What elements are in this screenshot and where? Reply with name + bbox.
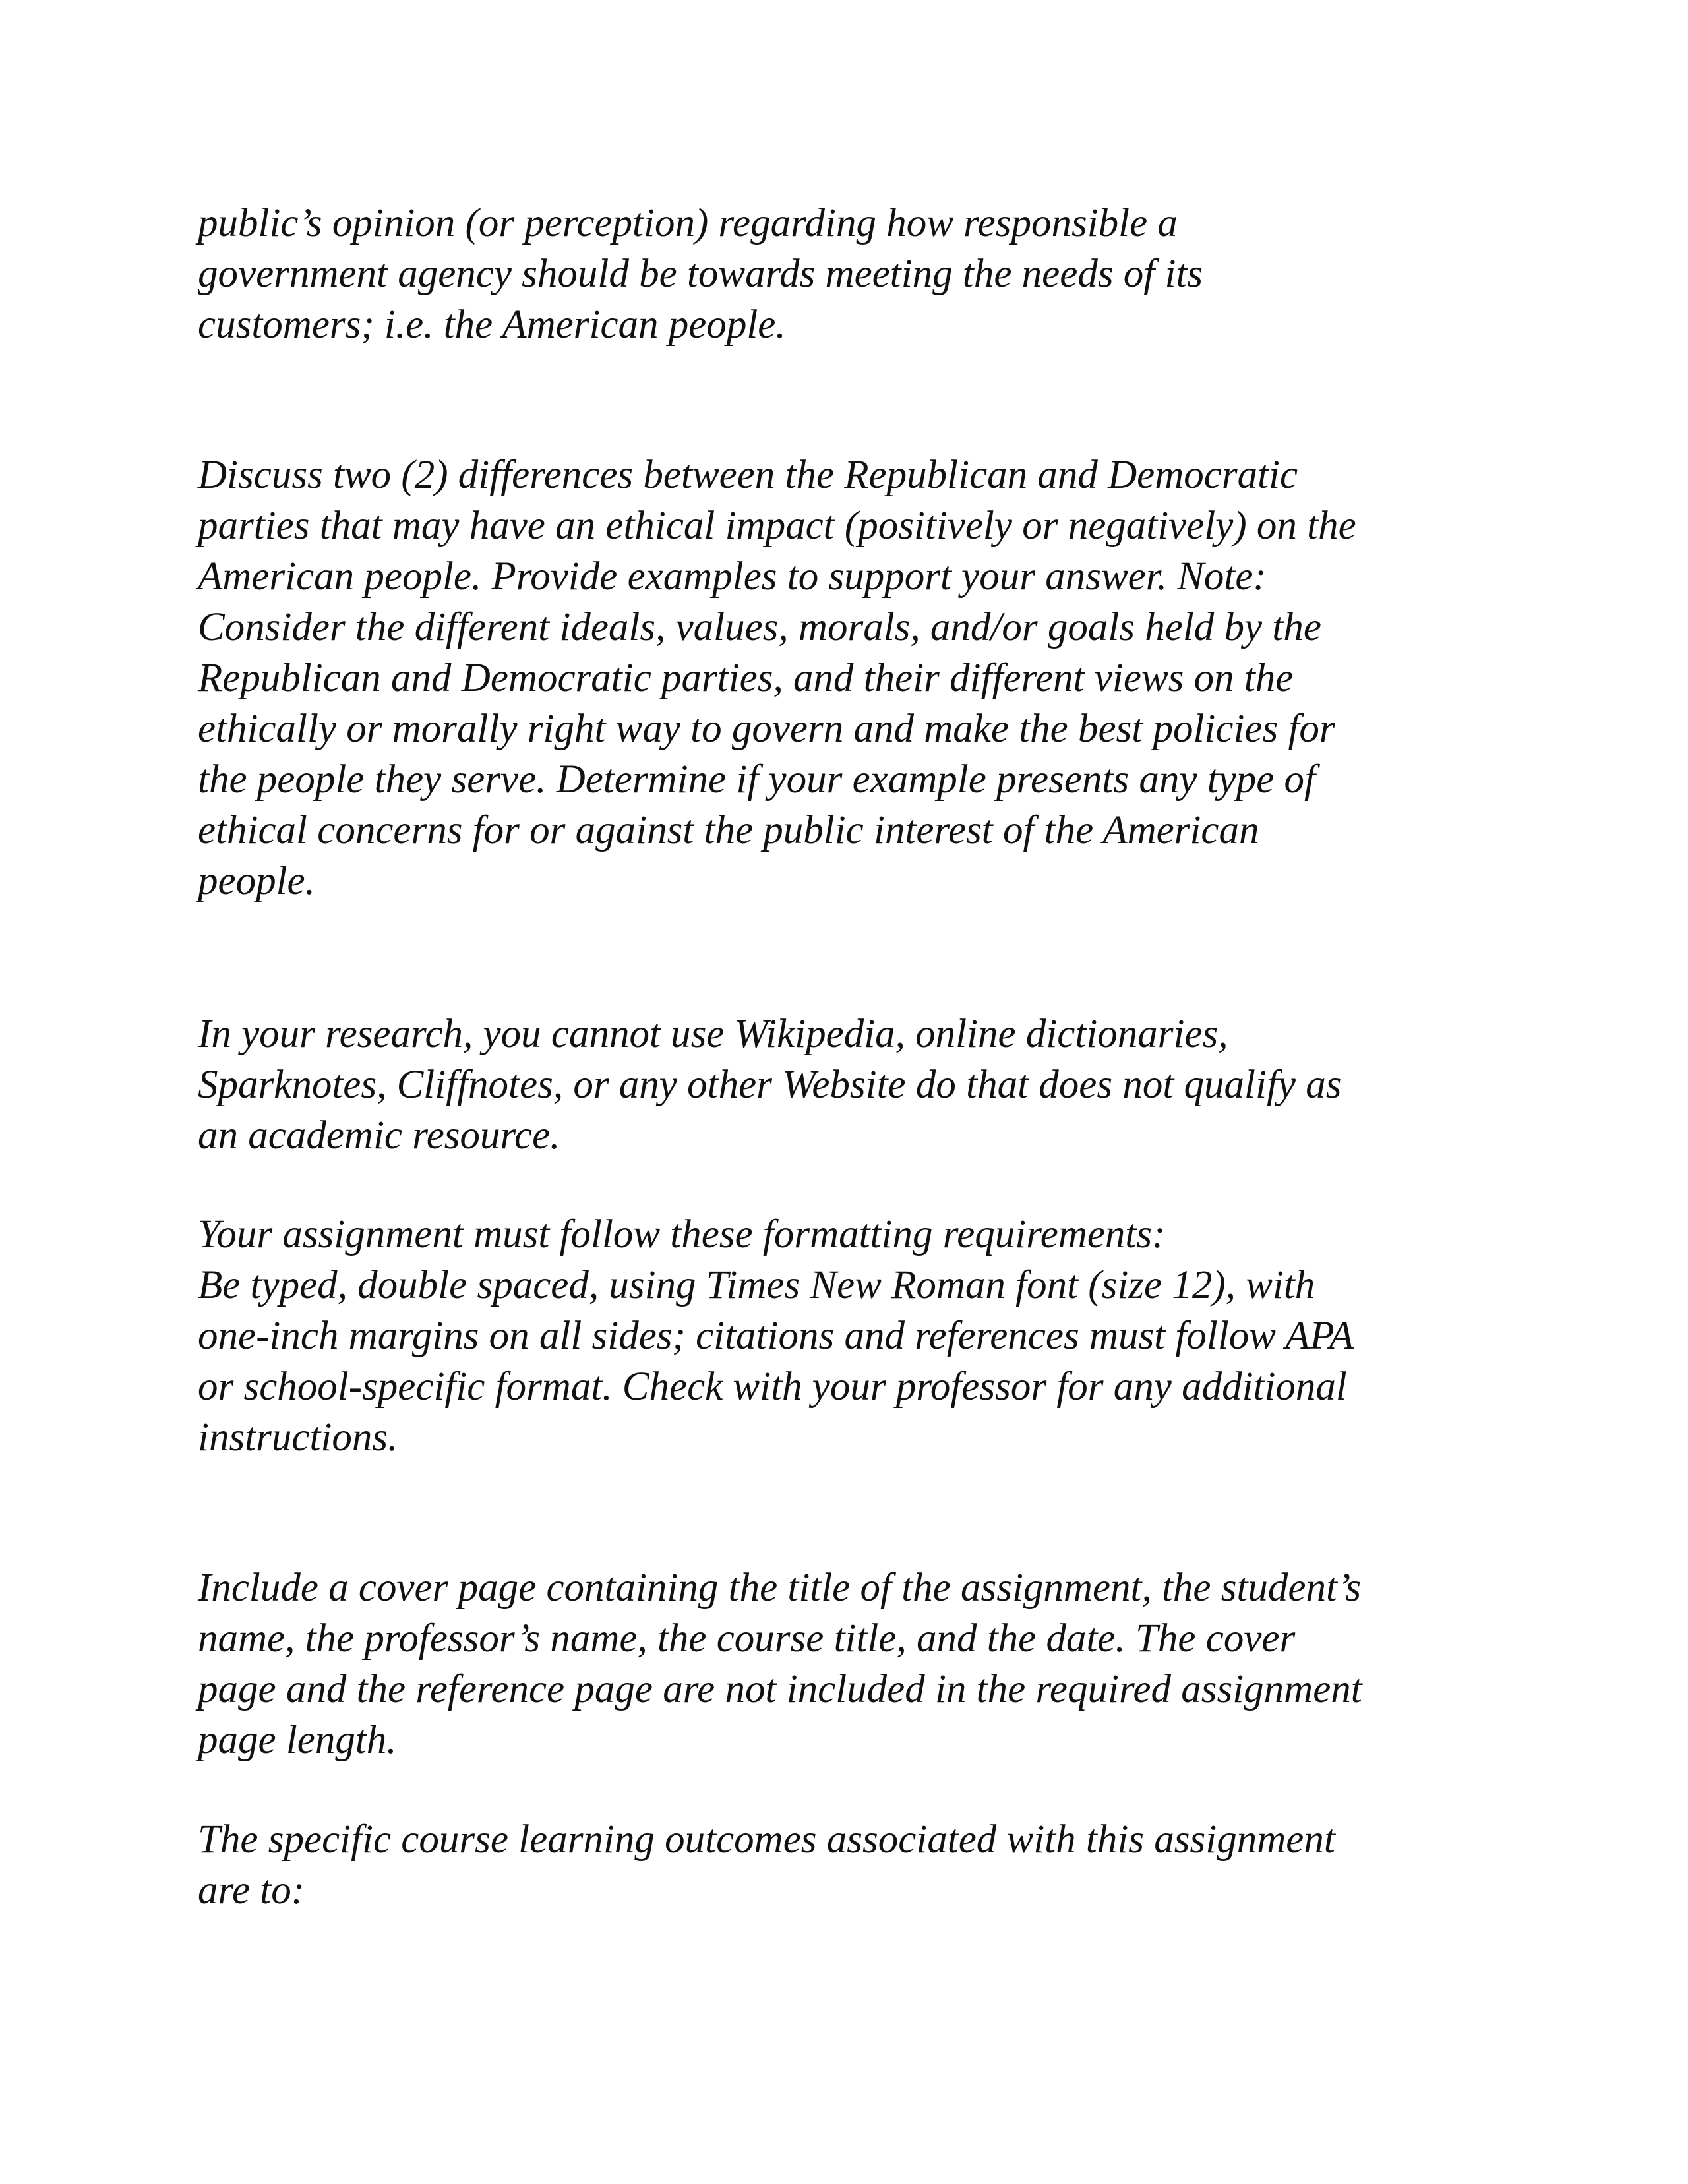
text-line: American people. Provide examples to support your answer. Note: [198,554,1267,599]
text-line: ethical concerns for or against the public interest of the American [198,808,1259,852]
paragraph-learning-outcomes [198,1814,1517,1916]
text-line: people. [198,859,315,903]
paragraph-cover-page [198,1562,1517,1765]
text-line: In your research, you cannot use Wikipedia, online dictionaries, [198,1012,1228,1056]
text-line: page and the reference page are not included in the required assignment [198,1667,1362,1711]
text-line: the people they serve. Determine if your example presents any type of [198,757,1315,802]
text-line: Discuss two (2) differences between the Republican and Democratic [198,453,1298,497]
text-line: instructions. [198,1415,398,1460]
text-line: customers; i.e. the American people. [198,303,786,347]
text-line: an academic resource. [198,1113,560,1158]
text-line: Consider the different ideals, values, morals, and/or goals held by the [198,605,1321,649]
paragraph-formatting-requirements [198,1209,1517,1463]
text-line: page length. [198,1718,397,1762]
text-line: Your assignment must follow these formatting requirements: [198,1212,1166,1256]
paragraph-research-sources [198,1009,1517,1161]
paragraph-public-opinion [198,198,1517,350]
text-line: Include a cover page containing the title of the assignment, the student’s [198,1566,1362,1610]
text-line: or school-specific format. Check with your professor for any additional [198,1365,1347,1409]
text-line: name, the professor’s name, the course title, and the date. The cover [198,1616,1296,1661]
paragraph-discuss-differences [198,450,1517,906]
text-line: government agency should be towards meeting the needs of its [198,252,1203,296]
text-line: parties that may have an ethical impact (positively or negatively) on the [198,504,1356,548]
text-line: ethically or morally right way to govern and make the best policies for [198,707,1335,751]
text-line: one-inch margins on all sides; citations and references must follow APA [198,1314,1354,1358]
text-line: Be typed, double spaced, using Times New Roman font (size 12), with [198,1263,1315,1307]
text-line: are to: [198,1868,305,1912]
text-line: public’s opinion (or perception) regarding how responsible a [198,201,1178,245]
text-line: The specific course learning outcomes associated with this assignment [198,1817,1335,1862]
text-line: Sparknotes, Cliffnotes, or any other Website do that does not qualify as [198,1063,1342,1107]
text-line: Republican and Democratic parties, and their different views on the [198,656,1294,700]
